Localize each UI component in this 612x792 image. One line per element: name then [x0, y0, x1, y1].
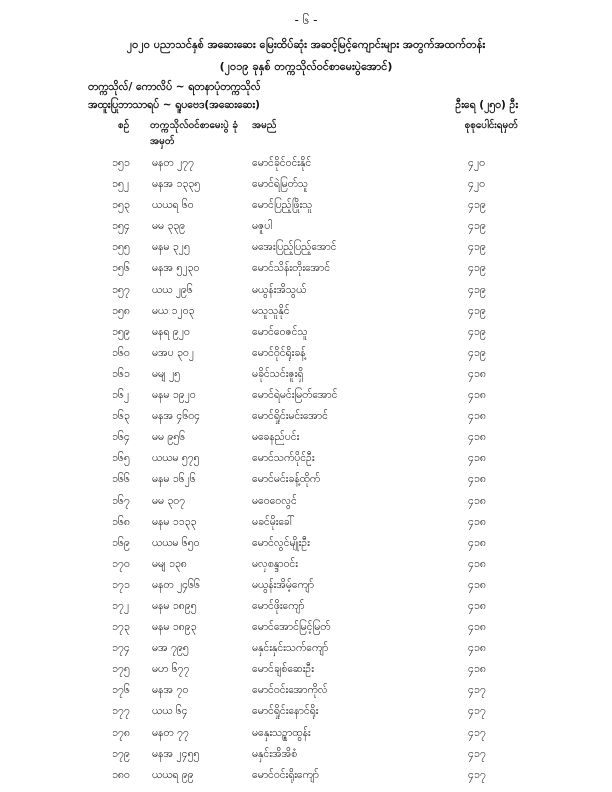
- total-marks: ၄၁၉: [468, 199, 486, 212]
- roll-number: မနတ ၇၇: [152, 726, 189, 739]
- roll-number: မမ ၃၃၉: [152, 220, 186, 233]
- roll-number: မနအ ၂၄၅၅: [152, 747, 200, 760]
- row-number: ၁၆၀: [112, 346, 130, 359]
- student-name: မောင်ချစ်ဆေးဦး: [252, 663, 314, 676]
- student-name: မောင်မင်းခန့်ထိုက်: [252, 473, 321, 486]
- results-table: [0, 157, 612, 790]
- roll-number: မနမ ၃၂၅: [152, 241, 190, 254]
- row-number: ၁၆၃: [112, 410, 130, 423]
- table-row: [0, 748, 612, 769]
- total-marks: ၄၁၈: [468, 367, 486, 380]
- total-marks: ၄၁၈: [468, 410, 486, 423]
- total-marks: ၄၁၈: [468, 599, 486, 612]
- total-marks: ၄၁၉: [468, 241, 486, 254]
- table-row: [0, 305, 612, 326]
- roll-number: မနမ ၁၆၂၆: [152, 473, 196, 486]
- total-marks: ၄၁၈: [468, 473, 486, 486]
- total-marks: ၄၁၈: [468, 663, 486, 676]
- student-name: မောင်ရဲမြတ်သူ: [252, 178, 309, 191]
- roll-number: မနမ ၁၉၂၀: [152, 389, 196, 402]
- student-name: မောင်အောင်မြင့်မြတ်: [252, 621, 331, 634]
- student-name: မောင်ခိုင်ဝင်းနိုင်: [252, 157, 312, 169]
- total-marks: ၄၁၈: [468, 515, 486, 528]
- table-row: [0, 600, 612, 621]
- row-number: ၁၆၂: [112, 389, 129, 402]
- table-row: [0, 220, 612, 241]
- row-number: ၁၅၈: [112, 304, 130, 317]
- total-marks: ၄၁၈: [468, 557, 486, 570]
- student-name: မခေနည်ပင်း: [252, 431, 300, 444]
- row-number: ၁၅၉: [112, 325, 130, 338]
- roll-number: မမျ ၂၅: [152, 367, 181, 380]
- table-row: [0, 558, 612, 579]
- table-row: [0, 368, 612, 389]
- roll-number: မအပ ၃၀၂: [152, 346, 194, 359]
- roll-number: ယယမ ၆၅၀: [152, 536, 200, 549]
- roll-number: ယယ ၂၉၆: [152, 283, 193, 296]
- total-marks: ၄၁၈: [468, 642, 486, 655]
- table-row: [0, 642, 612, 663]
- row-number: ၁၅၇: [112, 283, 130, 296]
- total-marks: ၄၁၉: [468, 283, 486, 296]
- table-row: [0, 431, 612, 452]
- total-marks: ၄၁၉: [468, 346, 486, 359]
- roll-number: ယယရ ၉၉: [152, 768, 194, 781]
- table-row: [0, 769, 612, 790]
- total-marks: ၄၁၉: [468, 262, 486, 275]
- roll-number: မမ ၃၀၇: [152, 494, 186, 507]
- page-number: - ၆ -: [294, 13, 318, 27]
- student-name: မသူသူနိုင်: [252, 304, 290, 317]
- roll-number: မနတ ၂၇၇: [152, 157, 194, 169]
- roll-number: မနအ ၄၆၀၄: [152, 410, 201, 423]
- student-name: မခင်မိုးခေါ်: [252, 515, 295, 528]
- row-number: ၁၅၃: [112, 199, 130, 212]
- student-name: မောင်သိန်းတိုးအောင်: [252, 262, 331, 275]
- table-row: [0, 663, 612, 684]
- roll-number: မနမ ၁၁၃၃: [152, 515, 197, 528]
- student-name: မခိုင်သင်းဇူးရှိ: [252, 367, 304, 380]
- row-number: ၁၇၅: [112, 663, 130, 676]
- table-row: [0, 705, 612, 726]
- row-number: ၁၆၆: [112, 473, 130, 486]
- roll-number: ယယရ ၆၀: [152, 199, 194, 212]
- document-subtitle: (၂၀၁၉ ခုနှစ် တက္ကသိုလ်ဝင်စာမေးပွဲအောင်): [219, 60, 393, 73]
- student-name: မောင်ရှိုင်းနောင်ရိုး: [252, 705, 319, 718]
- table-row: [0, 326, 612, 347]
- roll-number: မနအ ၅၂၃၀: [152, 262, 200, 275]
- row-number: ၁၇၁: [112, 578, 130, 591]
- row-number: ၁၈၀: [112, 768, 130, 781]
- student-name: မဝေဝေလွင်: [252, 494, 297, 507]
- header-marks: စုစုပေါင်းရမှတ်: [464, 120, 518, 131]
- row-number: ၁၇၀: [112, 557, 130, 570]
- row-number: ၁၇၂: [112, 599, 129, 612]
- table-row: [0, 495, 612, 516]
- student-name: မောင်ရဲမင်းမြတ်အောင်: [252, 389, 338, 402]
- table-row: [0, 473, 612, 494]
- roll-number: မအ ၇၉၅: [152, 642, 189, 655]
- header-no: စဉ်: [118, 120, 130, 131]
- total-marks: ၄၁၇: [468, 684, 486, 697]
- row-number: ၁၇၆: [112, 684, 130, 697]
- total-marks: ၄၁၇: [468, 768, 486, 781]
- roll-number: မမျ ၁၃၈: [152, 557, 187, 570]
- roll-number: မနအ ၇၀: [152, 684, 189, 697]
- row-number: ၁၆၇: [112, 494, 130, 507]
- total-marks: ၄၂၀: [468, 178, 485, 191]
- roll-number: မနအ ၁၃၃၅: [152, 178, 201, 191]
- table-row: [0, 537, 612, 558]
- roll-number: မနမ ၁၈၉၃: [152, 621, 197, 634]
- table-row: [0, 579, 612, 600]
- student-name: မောင်သက်ပိုင်ဦး: [252, 452, 315, 465]
- roll-number: ယယမ ၅၇၅: [152, 452, 200, 465]
- table-row: [0, 389, 612, 410]
- row-number: ၁၇၄: [112, 642, 130, 655]
- row-number: ၁၅၆: [112, 262, 130, 275]
- total-marks: ၄၁၈: [468, 536, 486, 549]
- total-marks: ၄၁၈: [468, 494, 486, 507]
- table-row: [0, 410, 612, 431]
- table-row: [0, 284, 612, 305]
- total-marks: ၄၁၇: [468, 747, 486, 760]
- student-name: မလှစန္ဒာဝင်း: [252, 557, 298, 570]
- roll-number: မနမ ၁၈၉၅: [152, 599, 197, 612]
- total-marks: ၄၁၈: [468, 452, 486, 465]
- student-name: မောင်ပြည့်ဖြိုးသူ: [252, 199, 313, 212]
- total-marks: ၄၁၈: [468, 621, 486, 634]
- total-marks: ၄၁၉: [468, 304, 486, 317]
- major-subject-label: အထူးပြုဘာသာရပ် ~ ရူပဗေဒ(အဆေးဆေး): [88, 99, 260, 111]
- roll-number: မယ ၁၂၀၃: [152, 304, 195, 317]
- quota-label: ဦးရေ (၂၅၀) ဦး: [455, 99, 518, 111]
- university-label: တက္ကသိုလ်/ ကောလိပ် ~ ရတနာပုံတက္ကသိုလ်: [88, 81, 261, 93]
- student-name: မဇူပါ: [252, 220, 273, 233]
- table-row: [0, 621, 612, 642]
- student-name: မောင်လွင်မျိုးဦး: [252, 536, 310, 549]
- total-marks: ၄၁၇: [468, 726, 486, 739]
- total-marks: ၄၁၉: [468, 325, 486, 338]
- table-row: [0, 199, 612, 220]
- table-row: [0, 241, 612, 262]
- student-name: မောင်ဖိုးကျော်: [252, 599, 305, 612]
- student-name: မောင်ဝေဇင်သူ: [252, 325, 308, 338]
- roll-number: မနရ ၉၂၀: [152, 325, 190, 338]
- row-number: ၁၆၈: [112, 515, 130, 528]
- student-name: မောင်ဝင်းရိုးကျော်: [252, 768, 319, 781]
- total-marks: ၄၁၉: [468, 220, 486, 233]
- document-title: ၂၀၂၀ ပညာသင်နှစ် အဆေးဆေး မြေးထိပ်ဆုံး အဆင့်မြင့်ကျောင်းများ အတွက်အထက်တန်း: [126, 38, 486, 51]
- roll-number: မဟ ၆၇၇: [152, 663, 190, 676]
- total-marks: ၄၁၈: [468, 431, 486, 444]
- header-name: အမည်: [252, 120, 277, 131]
- roll-number: မမ ၉၅၆: [152, 431, 186, 444]
- student-name: မနှင်းနှင်းသက်ကျော်: [252, 642, 329, 655]
- row-number: ၁၇၃: [112, 621, 130, 634]
- table-row: [0, 452, 612, 473]
- total-marks: ၄၁၈: [468, 578, 486, 591]
- student-name: မအေးပြည့်ပြည့်အောင်: [252, 241, 337, 254]
- student-name: မယွန်းအိမ့်ကျော်: [252, 578, 314, 591]
- row-number: ၁၆၅: [112, 452, 130, 465]
- roll-number: ယယ ၆၄: [152, 705, 188, 718]
- row-number: ၁၅၁: [112, 157, 130, 169]
- table-row: [0, 178, 612, 199]
- header-roll: တက္ကသိုလ်ဝင်စာမေးပွဲ ခုံအမှတ်: [150, 120, 238, 147]
- row-number: ၁၅၅: [112, 241, 130, 254]
- table-header: [0, 118, 612, 152]
- student-name: မောင်ရှိုင်းမင်းအောင်: [252, 410, 328, 423]
- row-number: ၁၆၄: [112, 431, 130, 444]
- total-marks: ၄၂၀: [468, 157, 485, 169]
- student-name: မနှင်းအိအိစံ: [252, 747, 298, 760]
- roll-number: မနတ ၂၄၆၆: [152, 578, 200, 591]
- table-row: [0, 516, 612, 537]
- table-row: [0, 262, 612, 283]
- total-marks: ၄၁၇: [468, 705, 486, 718]
- table-row: [0, 727, 612, 748]
- total-marks: ၄၁၈: [468, 389, 486, 402]
- table-row: [0, 347, 612, 368]
- row-number: ၁၇၇: [112, 705, 130, 718]
- student-name: မယွန်းအိသွယ်: [252, 283, 307, 296]
- row-number: ၁၆၉: [112, 536, 130, 549]
- row-number: ၁၆၁: [112, 367, 130, 380]
- table-row: [0, 157, 612, 178]
- row-number: ၁၅၄: [112, 220, 130, 233]
- row-number: ၁၇၉: [112, 747, 130, 760]
- student-name: မနှေးသဉ္စာထွန်း: [252, 726, 311, 739]
- student-name: မောင်ဝင်းအောကိုလ်: [252, 684, 328, 697]
- table-row: [0, 684, 612, 705]
- row-number: ၁၅၂: [112, 178, 129, 191]
- row-number: ၁၇၈: [112, 726, 130, 739]
- student-name: မောင်ဝိုင်ရိုးခန့်: [252, 346, 306, 359]
